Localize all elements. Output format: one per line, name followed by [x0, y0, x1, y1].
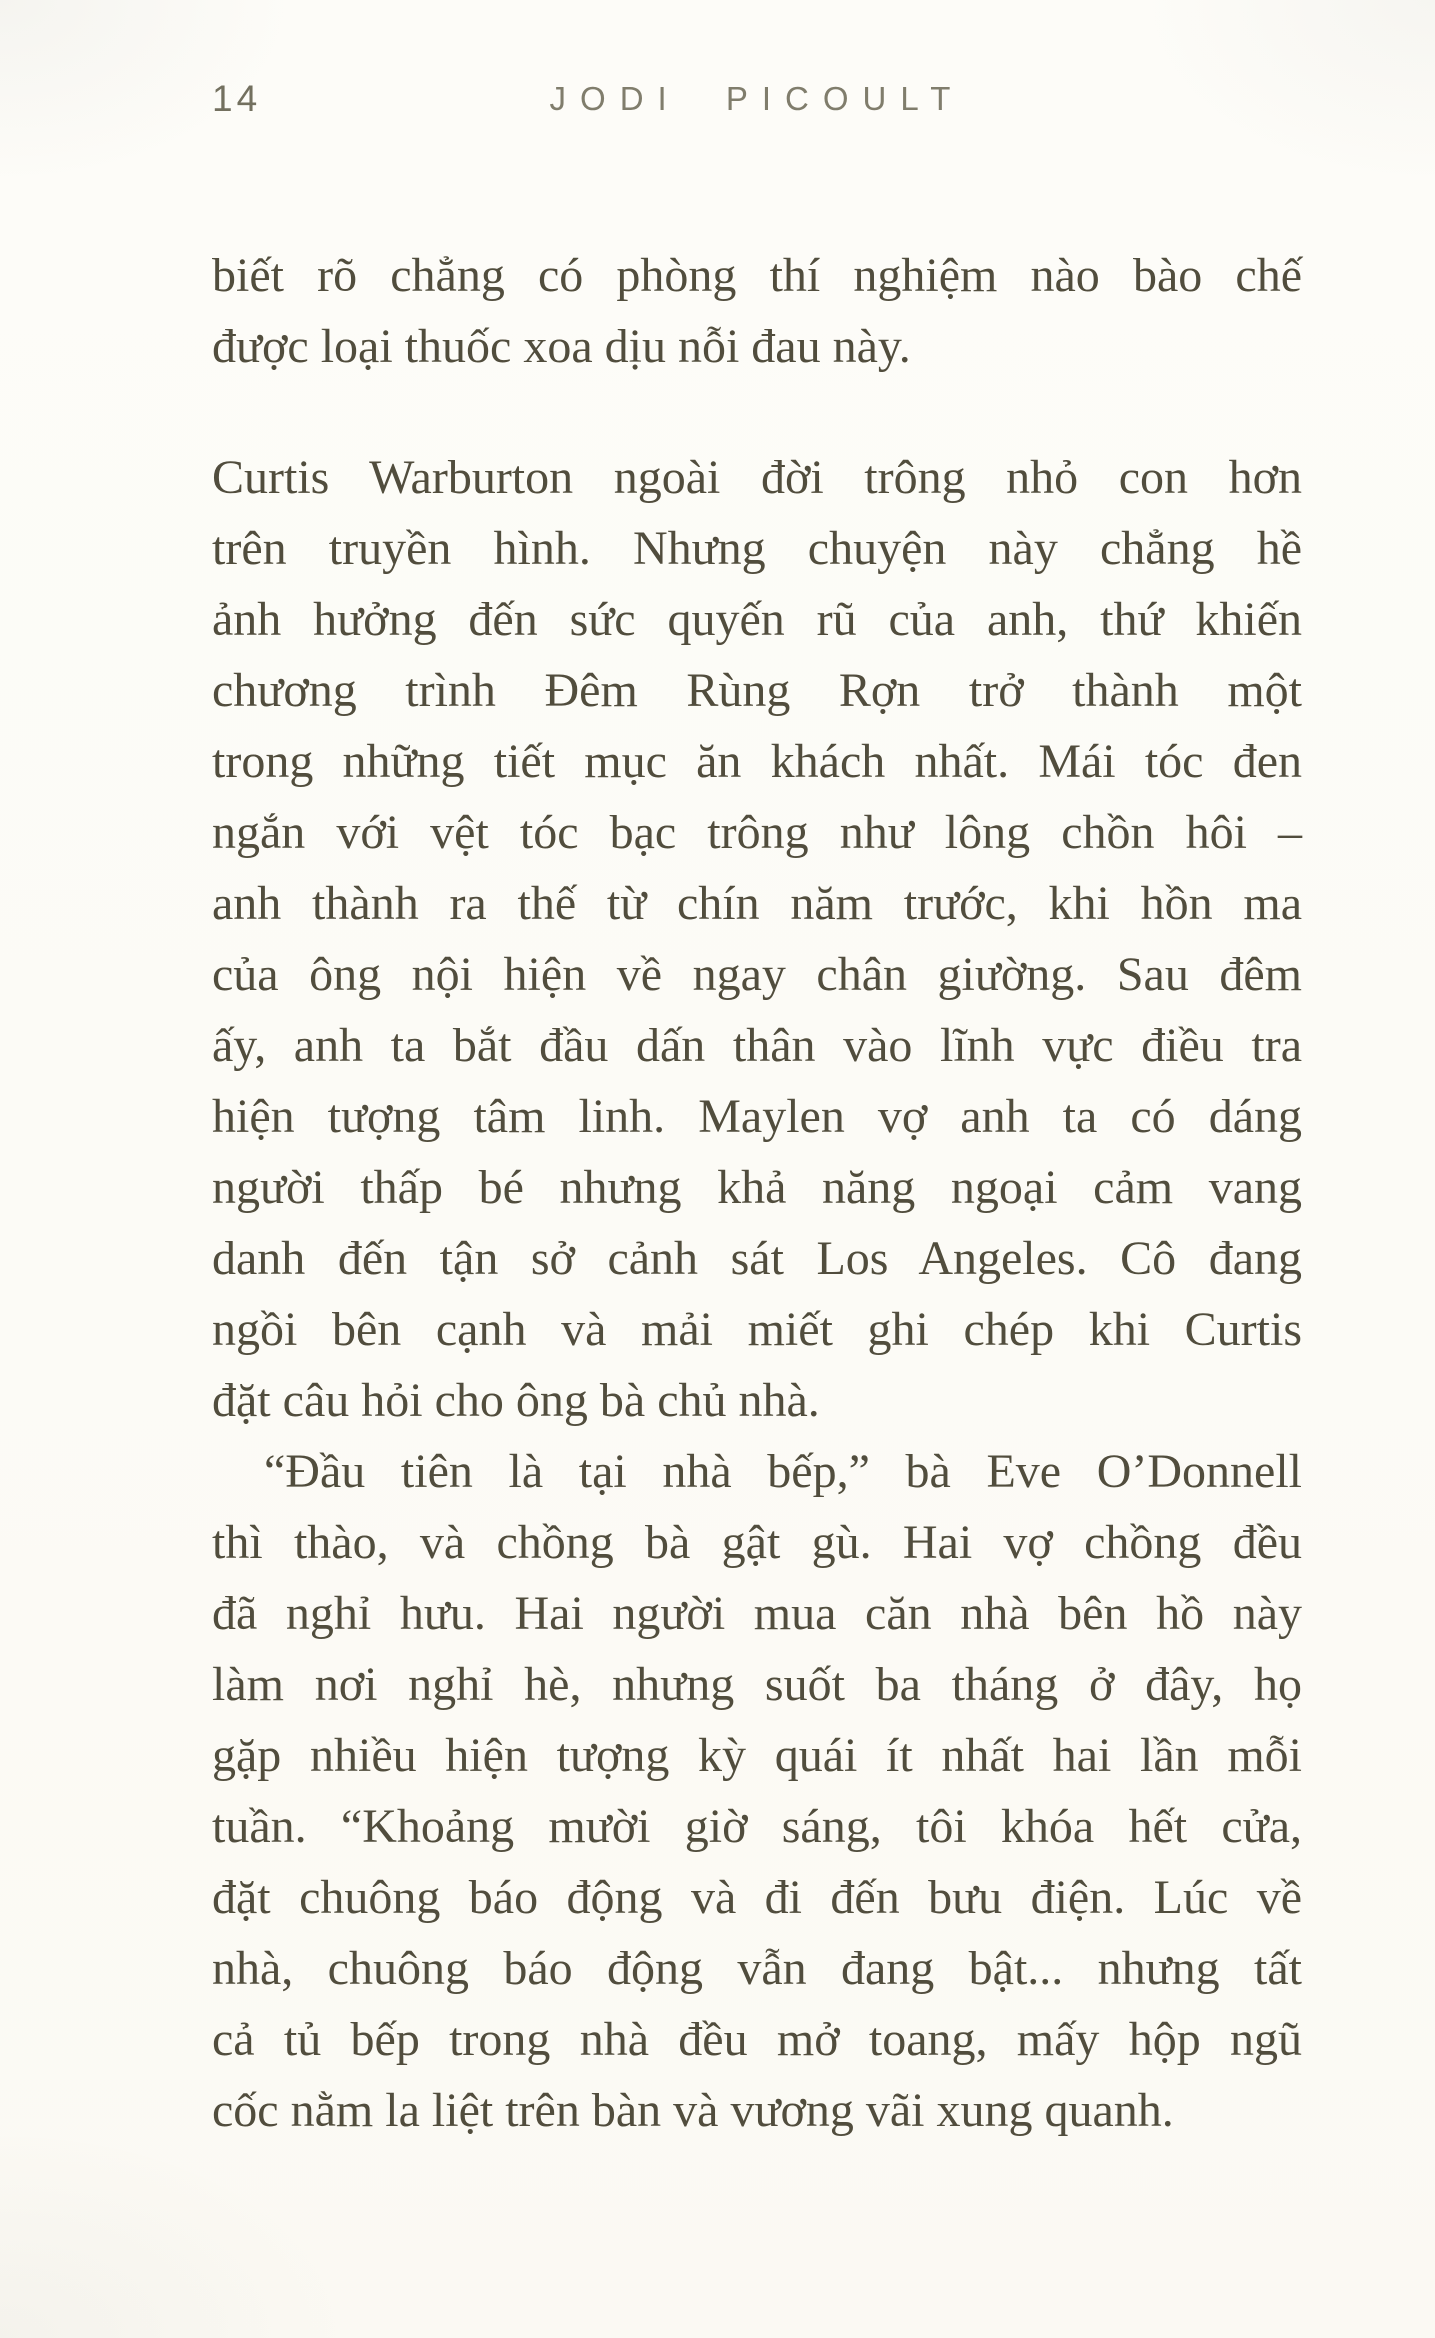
text-line: cốc nằm la liệt trên bàn và vương vãi xung quanh.: [212, 2084, 1174, 2137]
text-line: hiện tượng tâm linh. Maylen vợ anh ta có dáng: [212, 1090, 1302, 1143]
text-line: thì thào, và chồng bà gật gù. Hai vợ chồng đều: [212, 1516, 1302, 1569]
text-line: nhà, chuông báo động vẫn đang bật... nhưng tất: [212, 1942, 1302, 1995]
text-line: ngắn với vệt tóc bạc trông như lông chồn hôi –: [212, 806, 1302, 859]
text-line: trên truyền hình. Nhưng chuyện này chẳng hề: [212, 522, 1302, 575]
body-text: [212, 240, 1302, 2146]
text-line: tuần. “Khoảng mười giờ sáng, tôi khóa hết cửa,: [212, 1800, 1302, 1853]
text-line: danh đến tận sở cảnh sát Los Angeles. Cô đang: [212, 1232, 1302, 1285]
text-line: cả tủ bếp trong nhà đều mở toang, mấy hộp ngũ: [212, 2013, 1302, 2066]
page-number: 14: [212, 78, 262, 119]
text-line: đã nghỉ hưu. Hai người mua căn nhà bên hồ này: [212, 1587, 1302, 1640]
text-line: người thấp bé nhưng khả năng ngoại cảm vang: [212, 1161, 1302, 1214]
paragraph: [212, 240, 1302, 382]
text-line: anh thành ra thế từ chín năm trước, khi hồn ma: [212, 877, 1302, 930]
text-line: làm nơi nghỉ hè, nhưng suốt ba tháng ở đây, họ: [212, 1658, 1302, 1711]
running-header-title: JODI PICOULT: [549, 80, 965, 117]
paragraph: [212, 1436, 1302, 2146]
text-line: Curtis Warburton ngoài đời trông nhỏ con hơn: [212, 451, 1302, 504]
text-line: chương trình Đêm Rùng Rợn trở thành một: [212, 664, 1302, 717]
paragraph: [212, 442, 1302, 1436]
text-line: biết rõ chẳng có phòng thí nghiệm nào bào chế: [212, 249, 1302, 302]
text-line: ảnh hưởng đến sức quyến rũ của anh, thứ khiến: [212, 593, 1302, 646]
text-line: “Đầu tiên là tại nhà bếp,” bà Eve O’Donnell: [264, 1445, 1302, 1498]
text-line: đặt câu hỏi cho ông bà chủ nhà.: [212, 1374, 820, 1427]
text-line: trong những tiết mục ăn khách nhất. Mái tóc đen: [212, 735, 1302, 788]
text-line: ấy, anh ta bắt đầu dấn thân vào lĩnh vực điều tra: [212, 1019, 1302, 1072]
text-line: của ông nội hiện về ngay chân giường. Sau đêm: [212, 948, 1302, 1001]
text-line: được loại thuốc xoa dịu nỗi đau này.: [212, 320, 911, 373]
page-header: [212, 78, 1302, 124]
text-line: gặp nhiều hiện tượng kỳ quái ít nhất hai lần mỗi: [212, 1729, 1302, 1782]
text-line: đặt chuông báo động và đi đến bưu điện. Lúc về: [212, 1871, 1302, 1924]
text-line: ngồi bên cạnh và mải miết ghi chép khi Curtis: [212, 1303, 1302, 1356]
